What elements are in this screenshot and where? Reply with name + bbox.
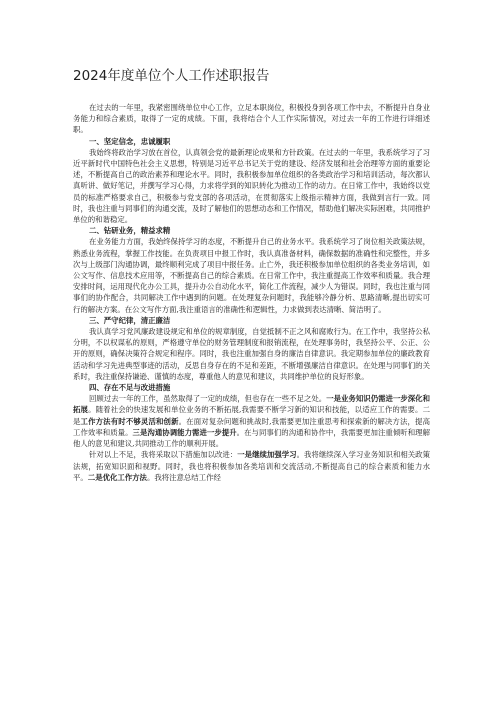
section4-lead: 回顾过去一年的工作，虽然取得了一定的成绩，但也存在一些不足之处。	[89, 394, 327, 404]
closing-lead: 针对以上不足，我将采取以下措施加以改进：	[89, 450, 238, 460]
closing-text-1: 。我将继续深入学习业务知识和相关政策法规，拓宽知识面和视野。同时，我也将积极参加各类培训和交流活动,不断提高自己的综合素质和能力水平。	[73, 450, 430, 482]
document-body	[73, 68, 430, 483]
section4-text-3: 。在与同事们的沟通和协作中，我需要更加注重倾听和理解他人的意见和建议,共同推动工作的顺利开展。	[73, 427, 430, 449]
measure-2: 二是优化工作方法	[87, 472, 147, 482]
section-heading-2: 二、钻研业务，精益求精	[89, 226, 171, 236]
closing-text-2: 。我将注意总结工作经	[146, 472, 221, 482]
intro-paragraph: 在过去的一年里，我紧密围绕单位中心工作，立足本职岗位，积极投身到各项工作中去，不断提升自身业务能力和综合素质，取得了一定的成绩。下面，我将结合个人工作实际情况，对过去一年的工作进行详细述职。	[73, 103, 430, 135]
section4-text-2: 。在面对复杂问题和挑战时,我需要更加注重思考和探索新的解决方法，提高工作效率和质量。	[73, 416, 430, 437]
section-body-3: 我认真学习党风廉政建设规定和单位的规章制度，自觉抵制不正之风和腐败行为。在工作中，我坚持公私分明，不以权谋私的原则，严格遵守单位的财务管理制度和报销流程，在处理事务时，我坚持公平、公正、公开的原则，确保决策符合规定和程序。同时，我也注重加强自身的廉洁自律意识。我定期参加单位的廉政教育活动和学习先进典型事迹的活动，反思自身存在的不足和差距，不断增强廉洁自律意识。在处理与同事们的关系时，我注重保持谦逊、谨慎的态度，尊重他人的意见和建议，共同维护单位的良好形象。	[73, 327, 430, 381]
section-body-1: 我始终将政治学习放在首位，认真领会党的最新理论成果和方针政策。在过去的一年里，我系统学习了习近平新时代中国特色社会主义思想，特别是习近平总书记关于党的建设、经济发展和社会治理等方面的重要论述，不断提高自己的政治素养和理论水平。同时，我积极参加单位组织的各类政治学习和培训活动，每次都认真听讲、做好笔记，并撰写学习心得，力求将学到的知识转化为推动工作的动力。在日常工作中，我始终以党员的标准严格要求自己，积极参与党支部的各项活动，在贯彻落实上级指示精神方面，我做到言行一致。同时，我也注重与同事们的沟通交流，及时了解他们的思想动态和工作情况，帮助他们解决实际困难，共同推护单位的和谐稳定。	[73, 147, 430, 225]
document-title: 2024年度单位个人工作述职报告	[73, 68, 270, 84]
shortcoming-1: 一是业务知识仍需进一步深化和拓展	[73, 394, 430, 415]
measure-1: 一是继续加强学习	[237, 450, 297, 460]
section4-text-1: 。随着社会的快速发展和单位业务的不断拓展,我需要不断学习新的知识和技能，以适应工作的需要。二是	[73, 405, 430, 426]
section-heading-4: 四、存在不足与改进措施	[89, 383, 171, 393]
shortcoming-3: 三是沟通协调能力需进一步提升	[132, 427, 237, 437]
closing-paragraph	[73, 449, 430, 483]
section-body-2: 在业务能力方面，我始终保持学习的态度，不断提升自己的业务水平。我系统学习了岗位相关政策法规，熟悉业务流程，掌握工作技能。在负责项目中报工作时，我认真准备材料，确保数据的准确性和完整性，并多次与上级部门沟通协调，最终顺利完成了项目中报任务。止亡外，我还积极参加单位组织的各类业务培训，如公文写作、信息技术应用等，不断提高自己的综合素质。在日常工作中，我注重提高工作效率和质量。我合理安排时间，运用现代化办公工具，提升办公自动化水平，简化工作流程，减少人为错误。同时，我也注重与同事们的协作配合，共同解决工作中遇到的问题。在处理复杂问题时，我能够冷静分析、思路清晰,提出切实可行的解决方案。在公文写作方面,我注重语言的准确性和逻辑性，力求做到表达清晰、简洁明了。	[73, 237, 430, 314]
shortcoming-2: 工作方法有时不够灵活和创新	[80, 416, 179, 426]
section-body-4	[73, 393, 430, 449]
section-heading-3: 三、严守纪律，清正廉洁	[89, 315, 171, 325]
section-heading-1: 一、坚定信念，忠诚履职	[89, 136, 171, 146]
